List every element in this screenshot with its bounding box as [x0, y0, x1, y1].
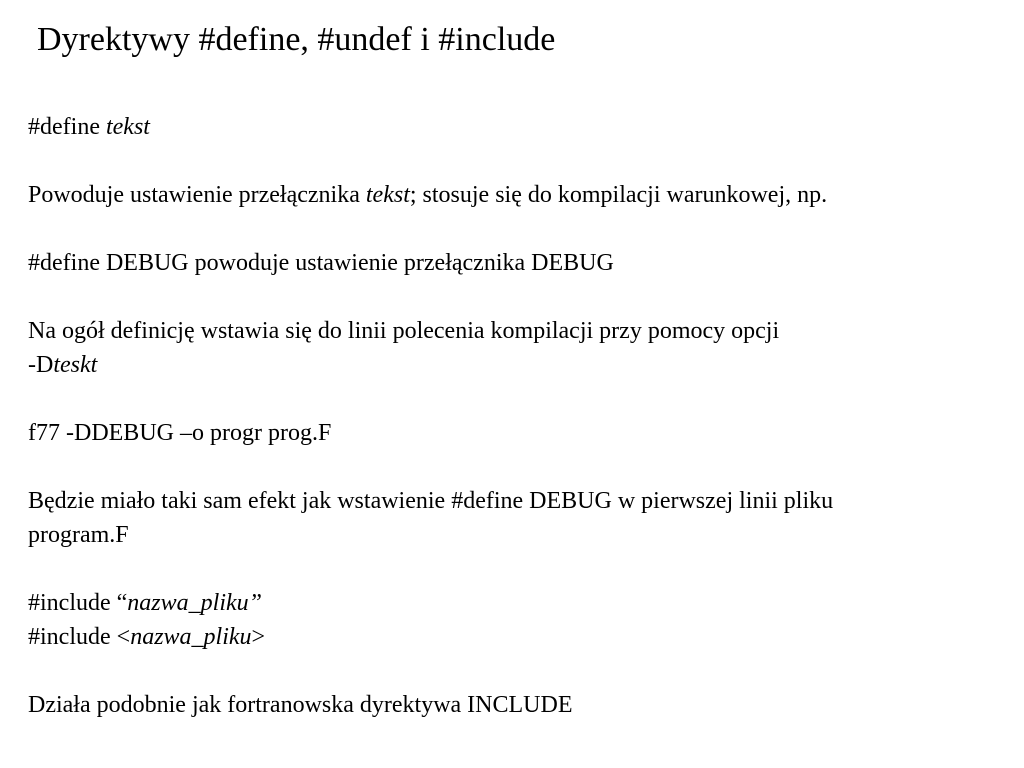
include-angle: [28, 620, 265, 654]
compile-command: f77 -DDEBUG –o progr prog.F: [28, 420, 332, 446]
paragraph-switch-italic: tekst: [365, 182, 410, 208]
include-angle-close: >: [251, 624, 266, 650]
define-directive: [28, 110, 150, 144]
paragraph-switch-text-end: ; stosuje się do kompilacji warunkowej, np.: [409, 182, 828, 208]
paragraph-command-line-2: [28, 348, 97, 382]
include-quoted-filename: nazwa_pliku”: [127, 590, 262, 616]
paragraph-effect-line-2: program.F: [28, 522, 129, 548]
page-title: Dyrektywy #define, #undef i #include: [37, 21, 556, 58]
define-argument: tekst: [105, 114, 150, 140]
option-argument: teskt: [53, 352, 98, 378]
paragraph-command-line-1: Na ogół definicję wstawia się do linii polecenia kompilacji przy pomocy opcji: [28, 318, 780, 344]
paragraph-include-note: Działa podobnie jak fortranowska dyrektywa INCLUDE: [28, 692, 573, 718]
include-angle-keyword: #include <: [28, 624, 131, 650]
include-quoted-keyword: #include “: [28, 590, 128, 616]
option-prefix: -D: [28, 352, 54, 378]
include-angle-filename: nazwa_pliku: [130, 624, 252, 650]
paragraph-switch-text: Powoduje ustawienie przełącznika: [28, 182, 366, 208]
define-keyword: #define: [28, 114, 106, 140]
paragraph-effect-line-1: Będzie miało taki sam efekt jak wstawienie #define DEBUG w pierwszej linii pliku: [28, 488, 834, 514]
paragraph-switch: [28, 178, 827, 212]
paragraph-debug-example: #define DEBUG powoduje ustawienie przełącznika DEBUG: [28, 250, 614, 276]
include-quoted: [28, 586, 262, 620]
